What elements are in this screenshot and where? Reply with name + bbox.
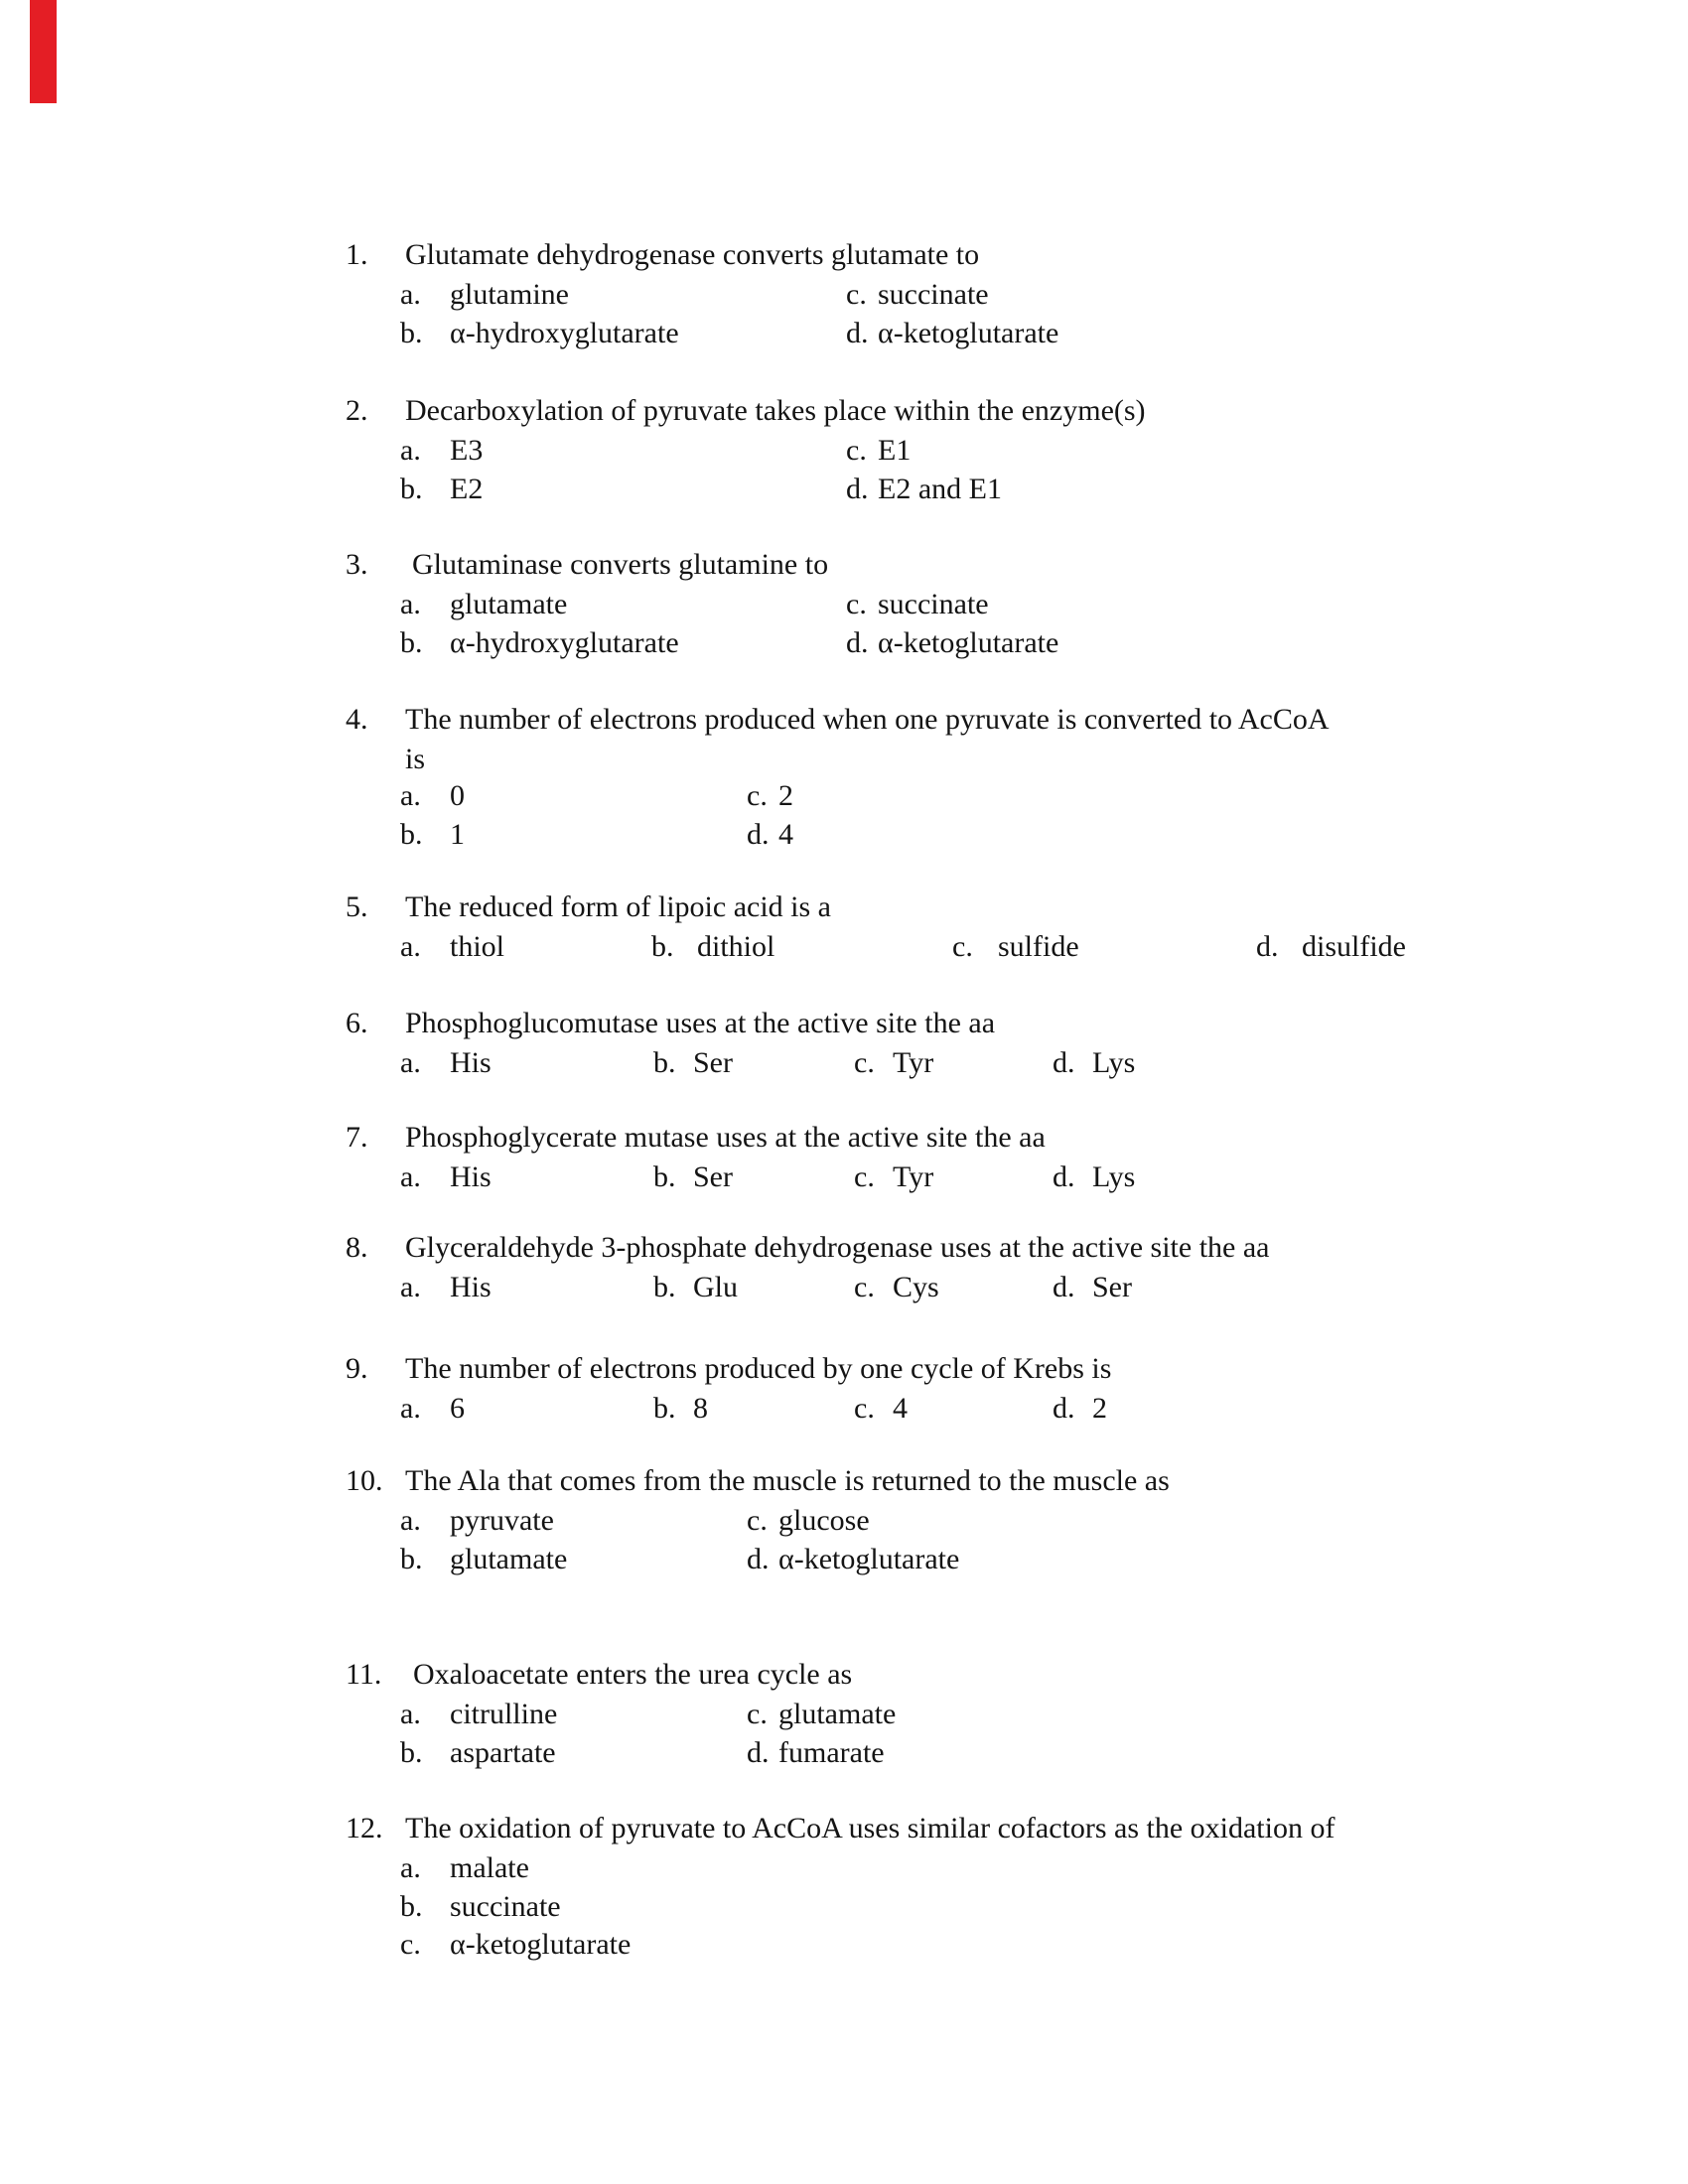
option-letter: c. — [854, 1271, 875, 1303]
question-text: Glyceraldehyde 3-phosphate dehydrogenase uses at the active site the aa — [405, 1231, 1270, 1264]
option-text: Ser — [693, 1046, 733, 1079]
option-text: His — [450, 1160, 492, 1193]
option-text: Lys — [1092, 1046, 1136, 1079]
option-text: 8 — [693, 1392, 708, 1425]
option-letter: c. — [747, 779, 768, 812]
question-text: The number of electrons produced by one cycle of Krebs is — [405, 1352, 1112, 1385]
option-letter: b. — [400, 1736, 423, 1769]
option-letter: b. — [653, 1160, 676, 1193]
option-letter: d. — [846, 626, 869, 659]
option-letter: a. — [400, 1851, 421, 1884]
option-letter: a. — [400, 278, 421, 311]
option-letter: d. — [1053, 1160, 1075, 1193]
option-text: Ser — [1092, 1271, 1132, 1303]
option-text: succinate — [878, 588, 989, 620]
option-text: E1 — [878, 434, 912, 467]
option-letter: d. — [1053, 1271, 1075, 1303]
option-letter: d. — [1256, 930, 1279, 963]
option-letter: c. — [747, 1504, 768, 1537]
option-text: E2 and E1 — [878, 473, 1002, 505]
option-letter: b. — [653, 1046, 676, 1079]
option-text: succinate — [450, 1890, 561, 1923]
option-text: 2 — [778, 779, 793, 812]
option-letter: c. — [854, 1046, 875, 1079]
option-text: α-hydroxyglutarate — [450, 317, 679, 349]
option-text: Lys — [1092, 1160, 1136, 1193]
question-text: Decarboxylation of pyruvate takes place within the enzyme(s) — [405, 394, 1146, 427]
option-letter: c. — [846, 588, 867, 620]
option-letter: a. — [400, 434, 421, 467]
option-letter: a. — [400, 930, 421, 963]
option-letter: c. — [854, 1160, 875, 1193]
option-text: α-ketoglutarate — [778, 1543, 960, 1575]
option-letter: c. — [952, 930, 973, 963]
option-text: citrulline — [450, 1698, 558, 1730]
question-text: Phosphoglucomutase uses at the active site the aa — [405, 1007, 996, 1039]
question-text: Glutaminase converts glutamine to — [412, 548, 829, 581]
option-text: aspartate — [450, 1736, 556, 1769]
option-text: α-ketoglutarate — [878, 317, 1059, 349]
option-letter: c. — [846, 278, 867, 311]
option-text: Ser — [693, 1160, 733, 1193]
option-text: thiol — [450, 930, 505, 963]
question-text: The reduced form of lipoic acid is a — [405, 890, 831, 923]
option-letter: a. — [400, 1046, 421, 1079]
question-number: 5. — [346, 890, 368, 923]
option-letter: d. — [846, 317, 869, 349]
option-text: 0 — [450, 779, 465, 812]
question-text: The Ala that comes from the muscle is returned to the muscle as — [405, 1464, 1170, 1497]
option-text: Tyr — [893, 1160, 934, 1193]
option-text: 2 — [1092, 1392, 1107, 1425]
option-letter: b. — [400, 818, 423, 851]
red-scan-mark — [30, 0, 57, 103]
option-letter: b. — [400, 317, 423, 349]
option-text: 4 — [778, 818, 793, 851]
option-text: glutamate — [450, 1543, 568, 1575]
question-number: 9. — [346, 1352, 368, 1385]
option-text: α-ketoglutarate — [878, 626, 1059, 659]
option-letter: c. — [854, 1392, 875, 1425]
question-text: Glutamate dehydrogenase converts glutamate to — [405, 238, 980, 271]
option-letter: a. — [400, 1392, 421, 1425]
question-number: 2. — [346, 394, 368, 427]
option-text: 4 — [893, 1392, 908, 1425]
question-number: 12. — [346, 1812, 383, 1844]
question-text: Phosphoglycerate mutase uses at the active site the aa — [405, 1121, 1046, 1154]
option-letter: c. — [400, 1928, 421, 1961]
question-number: 4. — [346, 703, 368, 736]
option-text: fumarate — [778, 1736, 885, 1769]
option-text: E3 — [450, 434, 484, 467]
option-letter: d. — [1053, 1046, 1075, 1079]
option-letter: b. — [653, 1392, 676, 1425]
option-letter: d. — [747, 1736, 770, 1769]
option-letter: c. — [846, 434, 867, 467]
option-letter: d. — [1053, 1392, 1075, 1425]
question-text: The number of electrons produced when one pyruvate is converted to AcCoA — [405, 703, 1330, 736]
option-letter: c. — [747, 1698, 768, 1730]
option-text: glutamine — [450, 278, 569, 311]
option-text: disulfide — [1302, 930, 1406, 963]
question-number: 6. — [346, 1007, 368, 1039]
question-number: 8. — [346, 1231, 368, 1264]
question-text-continued: is — [405, 743, 426, 775]
option-letter: b. — [653, 1271, 676, 1303]
question-text: Oxaloacetate enters the urea cycle as — [413, 1658, 853, 1691]
option-letter: b. — [400, 626, 423, 659]
question-number: 3. — [346, 548, 368, 581]
option-text: Cys — [893, 1271, 939, 1303]
option-text: pyruvate — [450, 1504, 554, 1537]
option-text: glucose — [778, 1504, 870, 1537]
option-letter: a. — [400, 779, 421, 812]
option-letter: a. — [400, 1504, 421, 1537]
option-text: sulfide — [998, 930, 1079, 963]
option-letter: a. — [400, 588, 421, 620]
option-letter: a. — [400, 1160, 421, 1193]
option-letter: b. — [400, 1890, 423, 1923]
option-letter: d. — [747, 818, 770, 851]
option-text: succinate — [878, 278, 989, 311]
option-text: glutamate — [450, 588, 568, 620]
option-letter: b. — [651, 930, 674, 963]
question-number: 11. — [346, 1658, 382, 1691]
option-text: E2 — [450, 473, 484, 505]
question-number: 10. — [346, 1464, 383, 1497]
option-text: His — [450, 1046, 492, 1079]
option-text: Tyr — [893, 1046, 934, 1079]
option-letter: a. — [400, 1698, 421, 1730]
question-number: 1. — [346, 238, 368, 271]
question-number: 7. — [346, 1121, 368, 1154]
option-text: α-ketoglutarate — [450, 1928, 632, 1961]
option-text: malate — [450, 1851, 529, 1884]
question-text: The oxidation of pyruvate to AcCoA uses similar cofactors as the oxidation of — [405, 1812, 1336, 1844]
option-letter: d. — [747, 1543, 770, 1575]
option-text: 6 — [450, 1392, 465, 1425]
option-letter: d. — [846, 473, 869, 505]
option-text: His — [450, 1271, 492, 1303]
option-text: α-hydroxyglutarate — [450, 626, 679, 659]
option-text: glutamate — [778, 1698, 897, 1730]
option-letter: b. — [400, 473, 423, 505]
option-text: Glu — [693, 1271, 738, 1303]
option-letter: a. — [400, 1271, 421, 1303]
option-text: 1 — [450, 818, 465, 851]
option-letter: b. — [400, 1543, 423, 1575]
option-text: dithiol — [697, 930, 775, 963]
